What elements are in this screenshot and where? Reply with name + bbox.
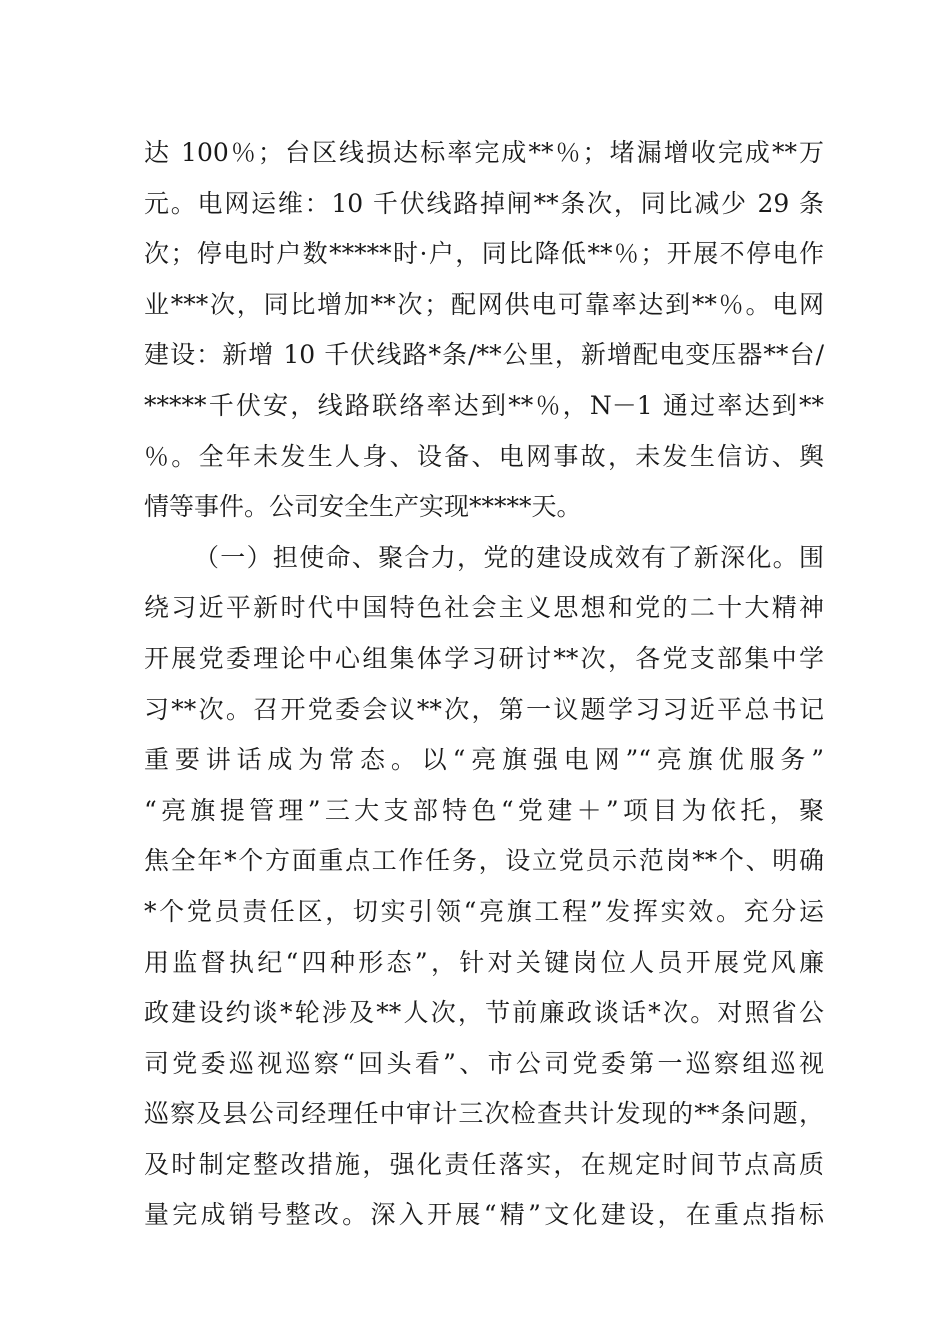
paragraph-1-line: 次；停电时户数*****时·户，同比降低**％；开展不停电作 — [144, 239, 824, 269]
paragraph-2-line: 量完成销号整改。深入开展“精”文化建设，在重点指标 — [144, 1200, 824, 1230]
paragraph-2-line: 司党委巡视巡察“回头看”、市公司党委第一巡察组巡视 — [144, 1048, 824, 1078]
paragraph-1-line: 达 100％；台区线损达标率完成**％；堵漏增收完成**万 — [144, 138, 824, 167]
paragraph-2 — [144, 533, 824, 1241]
paragraph-2-line: 巡察及县公司经理任中审计三次检查共计发现的**条问题， — [144, 1099, 824, 1129]
paragraph-2-line: （一）担使命、聚合力，党的建设成效有了新深化。围 — [194, 542, 824, 572]
paragraph-1-line: ％。全年未发生人身、设备、电网事故，未发生信访、舆 — [144, 441, 824, 471]
paragraph-2-line: *个党员责任区，切实引领“亮旗工程”发挥实效。充分运 — [144, 896, 824, 926]
paragraph-2-line: 焦全年*个方面重点工作任务，设立党员示范岗**个、明确 — [144, 846, 824, 876]
paragraph-1-line: 情等事件。公司安全生产实现*****天。 — [144, 492, 582, 522]
paragraph-2-line: 开展党委理论中心组集体学习研讨**次，各党支部集中学 — [144, 643, 824, 673]
paragraph-2-line: 用监督执纪“四种形态”，针对关键岗位人员开展党风廉 — [144, 947, 824, 977]
paragraph-1-line: 建设：新增 10 千伏线路*条/**公里，新增配电变压器**台/ — [144, 340, 824, 370]
paragraph-2-line: 及时制定整改措施，强化责任落实，在规定时间节点高质 — [144, 1149, 824, 1179]
paragraph-2-line: 政建设约谈*轮涉及**人次，节前廉政谈话*次。对照省公 — [144, 998, 824, 1028]
paragraph-2-line: 重要讲话成为常态。以“亮旗强电网”“亮旗优服务” — [144, 745, 824, 775]
document-body — [144, 128, 824, 1241]
paragraph-1 — [144, 128, 824, 533]
paragraph-2-line: 习**次。召开党委会议**次，第一议题学习习近平总书记 — [144, 694, 824, 724]
paragraph-1-line: *****千伏安，线路联络率达到**％，N－1 通过率达到** — [144, 390, 824, 420]
paragraph-2-line: 绕习近平新时代中国特色社会主义思想和党的二十大精神 — [144, 593, 824, 623]
paragraph-2-line: “亮旗提管理”三大支部特色“党建＋”项目为依托，聚 — [144, 795, 824, 825]
paragraph-1-line: 业***次，同比增加**次；配网供电可靠率达到**％。电网 — [144, 289, 824, 319]
paragraph-1-line: 元。电网运维：10 千伏线路掉闸**条次，同比减少 29 条 — [144, 188, 824, 218]
